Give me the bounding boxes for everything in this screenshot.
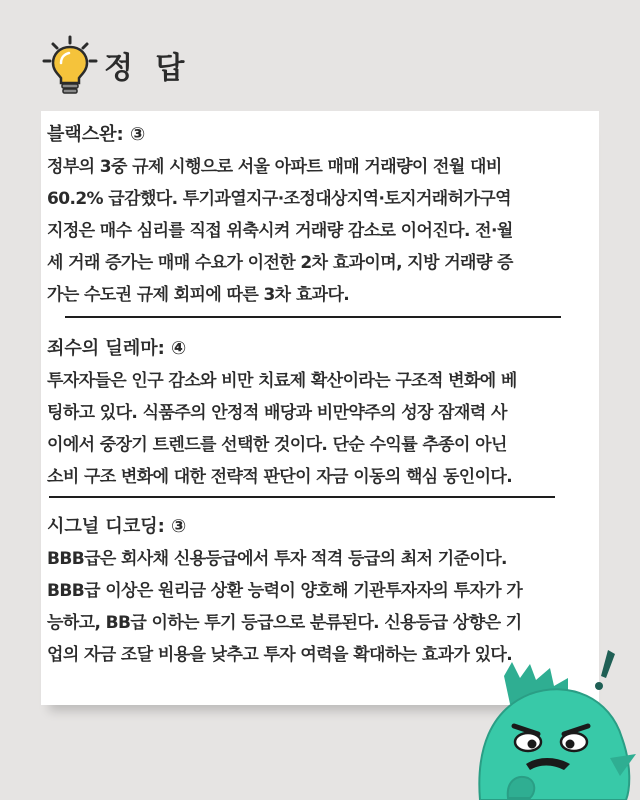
body-line: 60.2% 급감했다. 투기과열지구·조정대상지역·토지거래허가구역 bbox=[47, 189, 511, 209]
body-line: 이에서 중장기 트렌드를 선택한 것이다. 단순 수익률 추종이 아닌 bbox=[47, 435, 507, 455]
answer-section-prisoners-dilemma bbox=[47, 333, 595, 493]
body-line: 소비 구조 변화에 대한 전략적 판단이 자금 이동의 핵심 동인이다. bbox=[47, 467, 513, 487]
section-body bbox=[47, 151, 595, 311]
body-line: 투자자들은 인구 감소와 비만 치료제 확산이라는 구조적 변화에 베 bbox=[47, 371, 517, 391]
body-line: BBB급 이상은 원리금 상환 능력이 양호해 기관투자자의 투자가 가 bbox=[47, 581, 523, 601]
body-line: 업의 자금 조달 비용을 낮추고 투자 여력을 확대하는 효과가 있다. bbox=[47, 645, 513, 665]
section-heading: 블랙스완: ③ bbox=[47, 124, 146, 145]
answer-card bbox=[41, 111, 599, 705]
section-heading: 시그널 디코딩: ③ bbox=[47, 516, 187, 537]
body-line: 능하고, BB급 이하는 투기 등급으로 분류된다. 신용등급 상향은 기 bbox=[47, 613, 522, 633]
page-header bbox=[40, 34, 190, 96]
section-heading: 죄수의 딜레마: ④ bbox=[47, 338, 187, 359]
section-body bbox=[47, 365, 595, 493]
page-title: 정 답 bbox=[104, 51, 191, 86]
dinosaur-mascot bbox=[460, 640, 640, 800]
section-divider bbox=[65, 316, 561, 318]
body-line: 정부의 3중 규제 시행으로 서울 아파트 매매 거래량이 전월 대비 bbox=[47, 157, 502, 177]
body-line: BBB급은 회사채 신용등급에서 투자 적격 등급의 최저 기준이다. bbox=[47, 549, 507, 569]
body-line: 가는 수도권 규제 회피에 따른 3차 효과다. bbox=[47, 285, 350, 305]
body-line: 팅하고 있다. 식품주의 안정적 배당과 비만약주의 성장 잠재력 사 bbox=[47, 403, 507, 423]
body-line: 세 거래 증가는 매매 수요가 이전한 2차 효과이며, 지방 거래량 증 bbox=[47, 253, 513, 273]
section-divider bbox=[49, 496, 555, 498]
lightbulb-icon bbox=[40, 34, 100, 96]
body-line: 지정은 매수 심리를 직접 위축시켜 거래량 감소로 이어진다. 전·월 bbox=[47, 221, 513, 241]
answer-section-black-swan bbox=[47, 119, 595, 311]
